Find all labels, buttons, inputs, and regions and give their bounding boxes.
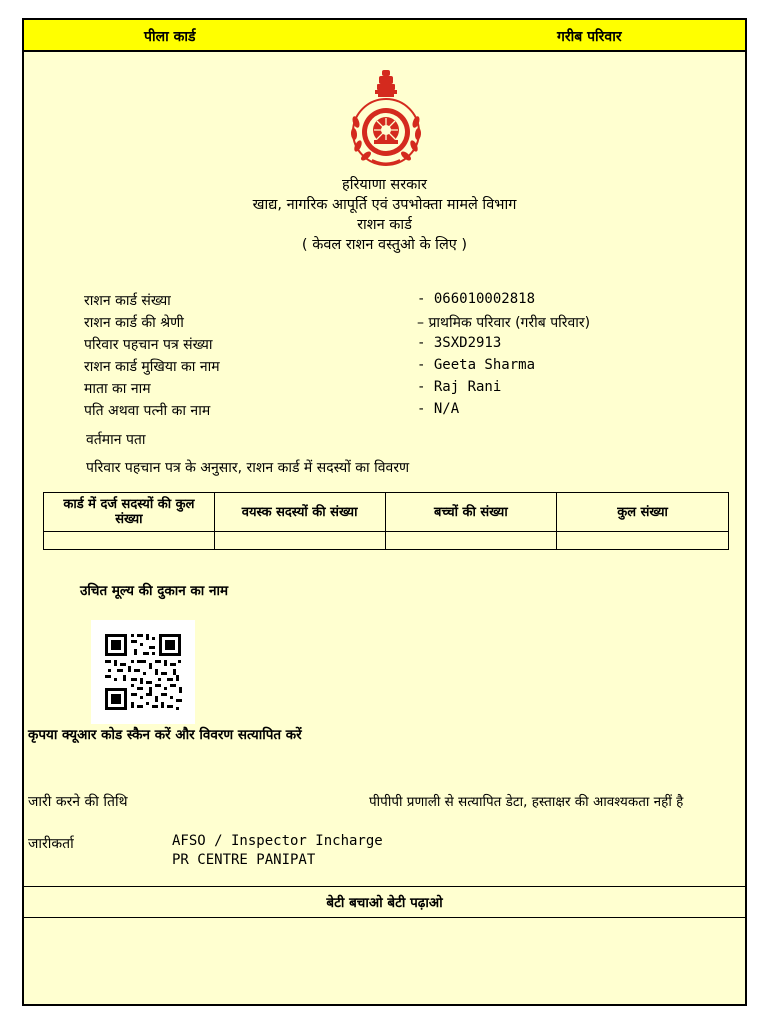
qr-code-icon[interactable] <box>91 620 195 724</box>
table-cell <box>557 532 729 550</box>
detail-value: – प्राथमिक परिवार (गरीब परिवार) <box>417 315 591 331</box>
haryana-emblem-icon <box>344 68 428 168</box>
table-header-total: कुल संख्या <box>557 493 729 532</box>
government-title: हरियाणा सरकार <box>342 177 427 193</box>
detail-value: - Raj Rani <box>417 379 502 395</box>
detail-label: राशन कार्ड संख्या <box>84 293 171 309</box>
detail-value: - Geeta Sharma <box>417 357 536 373</box>
card-color-label: पीला कार्ड <box>144 29 196 45</box>
detail-label: राशन कार्ड की श्रेणी <box>84 315 184 331</box>
issuer-designation: AFSO / Inspector Incharge <box>172 833 383 849</box>
detail-row-spouse-name <box>84 401 724 421</box>
members-table <box>43 492 729 550</box>
document-title: राशन कार्ड <box>357 217 412 233</box>
detail-value: - 3SXD2913 <box>417 335 502 351</box>
detail-value: - N/A <box>417 401 460 417</box>
table-header-children: बच्चों की संख्या <box>385 493 557 532</box>
detail-row-head-name <box>84 357 724 377</box>
table-header-total-members: कार्ड में दर्ज सदस्यों की कुल संख्या <box>44 493 215 532</box>
qr-instruction: कृपया क्यूआर कोड स्कैन करें और विवरण सत्यापित करें <box>28 727 302 743</box>
header-bar <box>24 20 745 52</box>
detail-label: परिवार पहचान पत्र संख्या <box>84 337 213 353</box>
detail-row-family-id <box>84 335 724 355</box>
table-cell <box>385 532 557 550</box>
table-header-adults: वयस्क सदस्यों की संख्या <box>214 493 385 532</box>
department-title: खाद्य, नागरिक आपूर्ति एवं उपभोक्ता मामले विभाग <box>252 197 517 213</box>
table-row <box>44 532 729 550</box>
usage-note: ( केवल राशन वस्तुओ के लिए ) <box>301 237 468 253</box>
detail-row-card-category <box>84 313 724 333</box>
address-label: वर्तमान पता <box>86 432 146 448</box>
issuer-label: जारीकर्ता <box>28 836 74 852</box>
detail-label: माता का नाम <box>84 381 151 397</box>
issuer-centre: PR CENTRE PANIPAT <box>172 852 316 868</box>
members-heading: परिवार पहचान पत्र के अनुसार, राशन कार्ड में सदस्यों का विवरण <box>86 460 410 476</box>
table-cell <box>44 532 215 550</box>
detail-label: पति अथवा पत्नी का नाम <box>84 403 211 419</box>
detail-row-card-number <box>84 291 724 311</box>
verification-note: पीपीपी प्रणाली से सत्यापित डेटा, हस्ताक्षर की आवश्यकता नहीं है <box>369 794 684 810</box>
slogan-bar <box>24 886 745 918</box>
slogan-text: बेटी बचाओ बेटी पढ़ाओ <box>326 895 443 911</box>
detail-row-mother-name <box>84 379 724 399</box>
detail-value: - 066010002818 <box>417 291 536 307</box>
table-cell <box>214 532 385 550</box>
shop-name-label: उचित मूल्य की दुकान का नाम <box>80 583 229 599</box>
detail-label: राशन कार्ड मुखिया का नाम <box>84 359 220 375</box>
issue-date-label: जारी करने की तिथि <box>28 794 128 810</box>
table-header-row <box>44 493 729 532</box>
ration-card <box>22 18 747 1006</box>
family-category-label: गरीब परिवार <box>557 29 622 45</box>
